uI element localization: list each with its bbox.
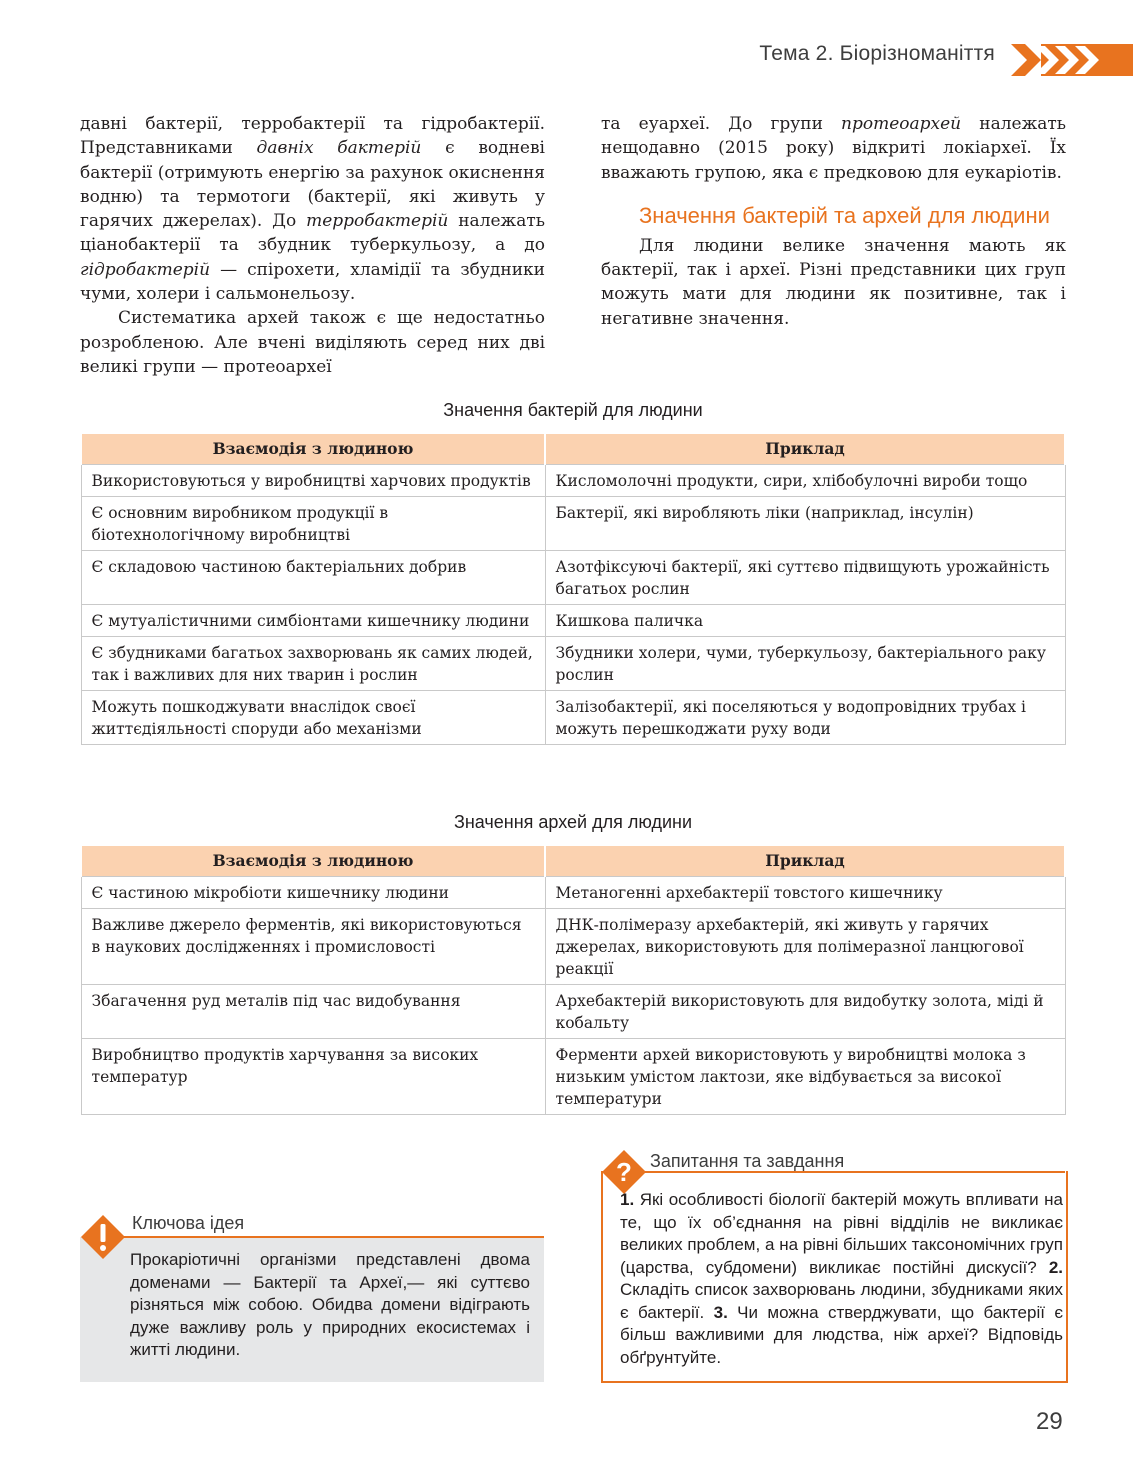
right-column xyxy=(601,112,1066,331)
question-icon xyxy=(602,1150,646,1194)
column-header: Приклад xyxy=(545,845,1065,877)
key-idea-box xyxy=(80,1237,544,1382)
table-cell: Ферменти архей використовують у виробництві молока з низьким умістом лактози, яке відбувається за високої температури xyxy=(545,1039,1065,1115)
table-cell: Є складовою частиною бактеріальних добрив xyxy=(81,551,545,605)
table-row xyxy=(81,605,1065,637)
table-cell: Можуть пошкоджувати внаслідок своєї життєдіяльності споруди або механізми xyxy=(81,691,545,745)
key-idea-label: Ключова ідея xyxy=(132,1213,245,1233)
table-row xyxy=(81,497,1065,551)
table-row xyxy=(81,465,1065,497)
column-header: Взаємодія з людиною xyxy=(81,433,545,465)
table-cell: Є основним виробником продукції в біотехнологічному виробництві xyxy=(81,497,545,551)
table-cell: Є збудниками багатьох захворювань як самих людей, так і важливих для них тварин і рослин xyxy=(81,637,545,691)
table-cell: Кишкова паличка xyxy=(545,605,1065,637)
table-row xyxy=(81,691,1065,745)
key-idea-text: Прокаріотичні організми представлені двома доменами — Бактерії та Археї,— які суттєво різняться між собою. Обидва домени відіграють дуже важливу роль у природних екосистемах і житті людини. xyxy=(130,1250,530,1360)
section-heading: Значення бактерій та архей для людини xyxy=(639,202,1050,228)
table-cell: Збагачення руд металів під час видобування xyxy=(81,985,545,1039)
chapter-title: Тема 2. Біорізноманіття xyxy=(759,42,995,65)
table-cell: Збудники холери, чуми, туберкульозу, бактеріального раку рослин xyxy=(545,637,1065,691)
table-cell: Бактерії, які виробляють ліки (наприклад, інсулін) xyxy=(545,497,1065,551)
table-cell: Є частиною мікробіоти кишечнику людини xyxy=(81,877,545,909)
table-cell: Використовуються у виробництві харчових продуктів xyxy=(81,465,545,497)
questions-text: 1. Які особливості біології бактерій можуть впливати на те, що їх об’єднання на рівні відділів не викликає великих проблем, а на рівні більших таксономічних груп (царства, субдомени) викликає постійні дискусії? 2. Складіть список захворювань людини, збудниками яких є бактерії. 3. Чи можна стверджувати, що бактерії є більш важливими для людства, ніж археї? Відповідь обґрунтуйте. xyxy=(620,1190,1064,1367)
table-cell: Метаногенні архебактерії товстого кишечнику xyxy=(545,877,1065,909)
table-row xyxy=(81,877,1065,909)
exclamation-icon xyxy=(81,1215,125,1259)
left-paragraph-2: Систематика архей також є ще недостатньо розробленою. Але вчені виділяють серед них дві великі групи — протеоархеї xyxy=(80,308,545,377)
archaea-table xyxy=(80,844,1066,1115)
table-row xyxy=(81,1039,1065,1115)
table-cell: ДНК-полімеразу архебактерій, які живуть у гарячих джерелах, використовують для полімеразної ланцюгової реакції xyxy=(545,909,1065,985)
right-paragraph-2: Для людини велике значення мають як бактерії, так і археї. Різні представники цих груп можуть мати для людини як позитивне, так і негативне значення. xyxy=(601,235,1066,329)
table-header-row xyxy=(81,845,1065,877)
page-number: 29 xyxy=(1036,1408,1063,1435)
column-header: Взаємодія з людиною xyxy=(81,845,545,877)
right-paragraph-1: та еуархеї. До групи протеоархей належать нещодавно (2015 року) відкриті локіархеї. Їх вважають групою, яка є предковою для еукаріотів. xyxy=(601,114,1067,183)
column-header: Приклад xyxy=(545,433,1065,465)
archaea-table-caption: Значення архей для людини xyxy=(453,812,693,832)
left-paragraph-1: давні бактерії, терробактерії та гідробактерії. Представниками давніх бактерій є водневі бактерії (отримують енергію за рахунок окиснення водню) та термотоги (бактерії, які живуть у гарячих джерелах). До терробактерій належать ціанобактерії та збудник туберкульозу, а до гідробактерій — спірохети, хламідії та збудники чуми, холери і сальмонельозу. xyxy=(80,114,545,305)
table-row xyxy=(81,551,1065,605)
questions-label: Запитання та завдання xyxy=(650,1151,845,1171)
table-cell: Кисломолочні продукти, сири, хлібобулочні вироби тощо xyxy=(545,465,1065,497)
table-cell: Архебактерій використовують для видобутку золота, міді й кобальту xyxy=(545,985,1065,1039)
left-column xyxy=(80,112,545,379)
table-cell: Азотфіксуючі бактерії, які суттєво підвищують урожайність багатьох рослин xyxy=(545,551,1065,605)
key-idea-divider xyxy=(110,1236,544,1238)
bacteria-table-caption: Значення бактерій для людини xyxy=(443,400,703,420)
bacteria-table xyxy=(80,432,1066,745)
table-header-row xyxy=(81,433,1065,465)
table-cell: Залізобактерії, які поселяються у водопровідних трубах і можуть перешкоджати руху води xyxy=(545,691,1065,745)
table-cell: Важливе джерело ферментів, які використовуються в наукових дослідженнях і промисловості xyxy=(81,909,545,985)
table-cell: Виробництво продуктів харчування за високих температур xyxy=(81,1039,545,1115)
table-row xyxy=(81,637,1065,691)
svg-text:?: ? xyxy=(616,1157,632,1187)
table-cell: Є мутуалістичними симбіонтами кишечнику людини xyxy=(81,605,545,637)
table-row xyxy=(81,909,1065,985)
table-row xyxy=(81,985,1065,1039)
chevron-decoration-icon xyxy=(1011,44,1133,76)
